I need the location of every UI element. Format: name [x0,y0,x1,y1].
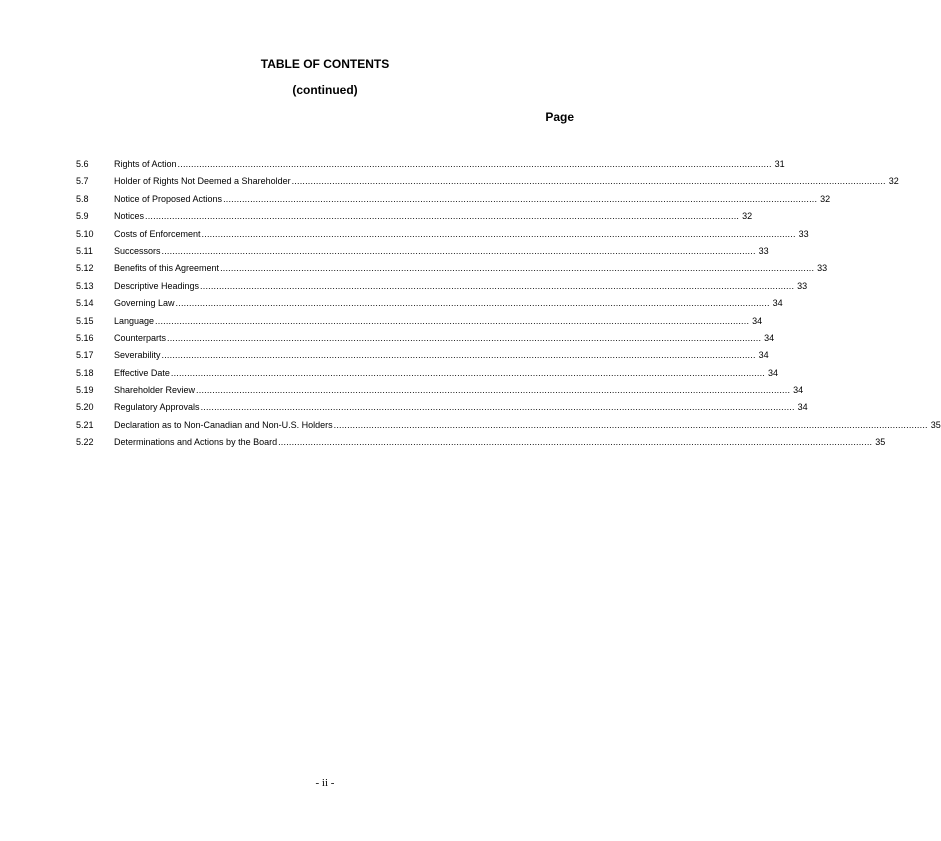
toc-entry [76,280,808,297]
toc-leader-dots: ............................................................................................................................................................................................................................ [175,298,770,309]
toc-page-number: 32 [820,193,831,204]
toc-section-number: 5.18 [76,367,94,378]
toc-section-title: Severability [114,350,161,361]
toc-section-number: 5.13 [76,280,94,291]
table-of-contents [76,158,941,454]
toc-page-number: 35 [875,437,886,448]
toc-leader-dots: ............................................................................................................................................................................................................................ [200,402,795,413]
toc-section-title: Costs of Enforcement [114,228,201,239]
toc-section-title: Notice of Proposed Actions [114,193,223,204]
toc-section-title: Determinations and Actions by the Board [114,437,278,448]
toc-page-number: 33 [798,228,809,239]
toc-entry [76,401,808,418]
toc-leader-dots: ............................................................................................................................................................................................................................ [333,419,928,430]
toc-section-number: 5.8 [76,193,89,204]
toc-section-number: 5.15 [76,315,94,326]
toc-section-title: Rights of Action [114,159,177,169]
toc-leader-dots: ............................................................................................................................................................................................................................ [220,263,815,274]
toc-leader-dots: ............................................................................................................................................................................................................................ [291,176,886,187]
toc-section-title: Successors [114,245,161,256]
toc-section-number: 5.16 [76,332,94,343]
toc-page-number: 31 [774,159,785,169]
toc-leader-dots: ............................................................................................................................................................................................................................ [223,193,818,204]
toc-page-number: 34 [772,298,783,309]
toc-section-title: Counterparts [114,332,167,343]
toc-entry [76,419,941,436]
toc-section-number: 5.9 [76,211,89,222]
toc-entry [76,193,831,210]
toc-section-title: Holder of Rights Not Deemed a Shareholder [114,176,291,187]
toc-page-number: 34 [767,367,778,378]
toc-section-number: 5.17 [76,350,94,361]
toc-entry [76,228,809,245]
toc-page-number: 35 [930,419,941,430]
toc-section-title: Language [114,315,155,326]
toc-section-title: Governing Law [114,298,175,309]
page-column-label: Page [545,110,574,124]
toc-leader-dots: ............................................................................................................................................................................................................................ [177,159,772,169]
toc-entry [76,175,899,192]
toc-section-title: Regulatory Approvals [114,402,200,413]
toc-entry [76,158,785,175]
toc-leader-dots: ............................................................................................................................................................................................................................ [161,350,756,361]
toc-page-number: 34 [758,350,769,361]
toc-entry [76,245,769,262]
footer-page-number: - ii - [315,777,335,789]
toc-page-number: 34 [764,332,775,343]
toc-page-number: 33 [758,245,769,256]
toc-leader-dots: ............................................................................................................................................................................................................................ [278,437,873,448]
toc-entry [76,436,886,453]
toc-leader-dots: ............................................................................................................................................................................................................................ [167,332,762,343]
toc-entry [76,349,769,366]
toc-leader-dots: ............................................................................................................................................................................................................................ [161,245,756,256]
toc-leader-dots: ............................................................................................................................................................................................................................ [201,228,796,239]
toc-section-title: Descriptive Headings [114,280,200,291]
toc-page-number: 34 [797,402,808,413]
page-subtitle: (continued) [292,83,358,97]
toc-entry [76,315,763,332]
toc-section-number: 5.22 [76,437,94,448]
toc-page-number: 33 [817,263,828,274]
toc-section-number: 5.10 [76,228,94,239]
toc-leader-dots: ............................................................................................................................................................................................................................ [145,211,740,222]
toc-page-number: 33 [797,280,808,291]
toc-section-number: 5.19 [76,385,94,396]
toc-leader-dots: ............................................................................................................................................................................................................................ [200,280,795,291]
toc-page-number: 32 [742,211,753,222]
toc-leader-dots: ............................................................................................................................................................................................................................ [155,315,750,326]
toc-section-number: 5.6 [76,159,89,169]
toc-entry [76,367,778,384]
toc-section-number: 5.7 [76,176,89,187]
toc-entry [76,210,753,227]
toc-section-title: Shareholder Review [114,385,196,396]
toc-section-number: 5.12 [76,263,94,274]
toc-entry [76,262,828,279]
toc-section-number: 5.21 [76,419,94,430]
toc-leader-dots: ............................................................................................................................................................................................................................ [196,385,791,396]
toc-section-title: Benefits of this Agreement [114,263,220,274]
toc-section-title: Effective Date [114,367,170,378]
toc-page-number: 34 [752,315,763,326]
toc-leader-dots: ............................................................................................................................................................................................................................ [170,367,765,378]
toc-entry [76,297,783,314]
toc-page-number: 32 [888,176,899,187]
toc-section-title: Notices [114,211,145,222]
toc-section-number: 5.11 [76,245,93,256]
toc-entry [76,384,804,401]
toc-entry [76,332,775,349]
toc-section-number: 5.20 [76,402,94,413]
toc-section-number: 5.14 [76,298,94,309]
toc-page-number: 34 [793,385,804,396]
toc-section-title: Declaration as to Non-Canadian and Non-U.S. Holders [114,419,333,430]
page-title: TABLE OF CONTENTS [260,57,390,71]
